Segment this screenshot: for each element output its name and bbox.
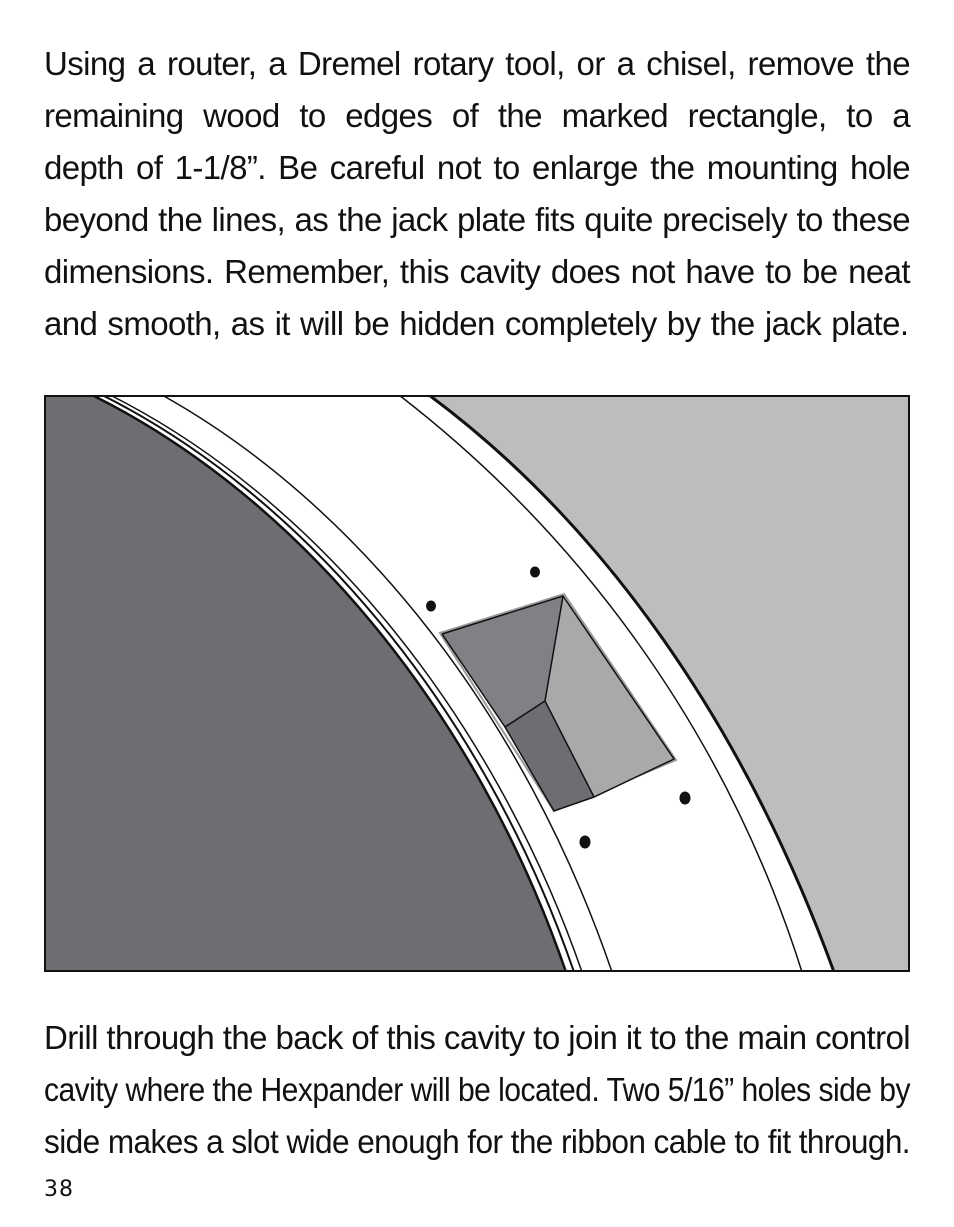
paragraph-line: Using a router, a Dremel rotary tool, or a chisel, remove the bbox=[44, 45, 910, 82]
screw-hole bbox=[530, 567, 540, 578]
page-number: 38 bbox=[44, 1177, 74, 1202]
paragraph-line: cavity where the Hexpander will be located. Two 5/16” holes side by bbox=[44, 1071, 910, 1108]
screw-hole bbox=[680, 792, 691, 805]
paragraph-line: beyond the lines, as the jack plate fits quite precisely to these bbox=[44, 201, 910, 238]
instruction-paragraph-2 bbox=[44, 1012, 910, 1168]
paragraph-line: depth of 1-1/8”. Be careful not to enlarge the mounting hole bbox=[44, 149, 910, 186]
instruction-paragraph-1 bbox=[44, 38, 910, 350]
paragraph-line: Drill through the back of this cavity to join it to the main control bbox=[44, 1019, 910, 1056]
paragraph-line: remaining wood to edges of the marked rectangle, to a bbox=[44, 97, 910, 134]
screw-hole bbox=[426, 601, 436, 612]
paragraph-line: dimensions. Remember, this cavity does not have to be neat bbox=[44, 253, 910, 290]
jack-cavity-illustration bbox=[44, 395, 910, 972]
paragraph-line: and smooth, as it will be hidden completely by the jack plate. bbox=[44, 305, 909, 342]
paragraph-line: side makes a slot wide enough for the ribbon cable to fit through. bbox=[44, 1123, 910, 1160]
screw-hole bbox=[580, 836, 591, 849]
